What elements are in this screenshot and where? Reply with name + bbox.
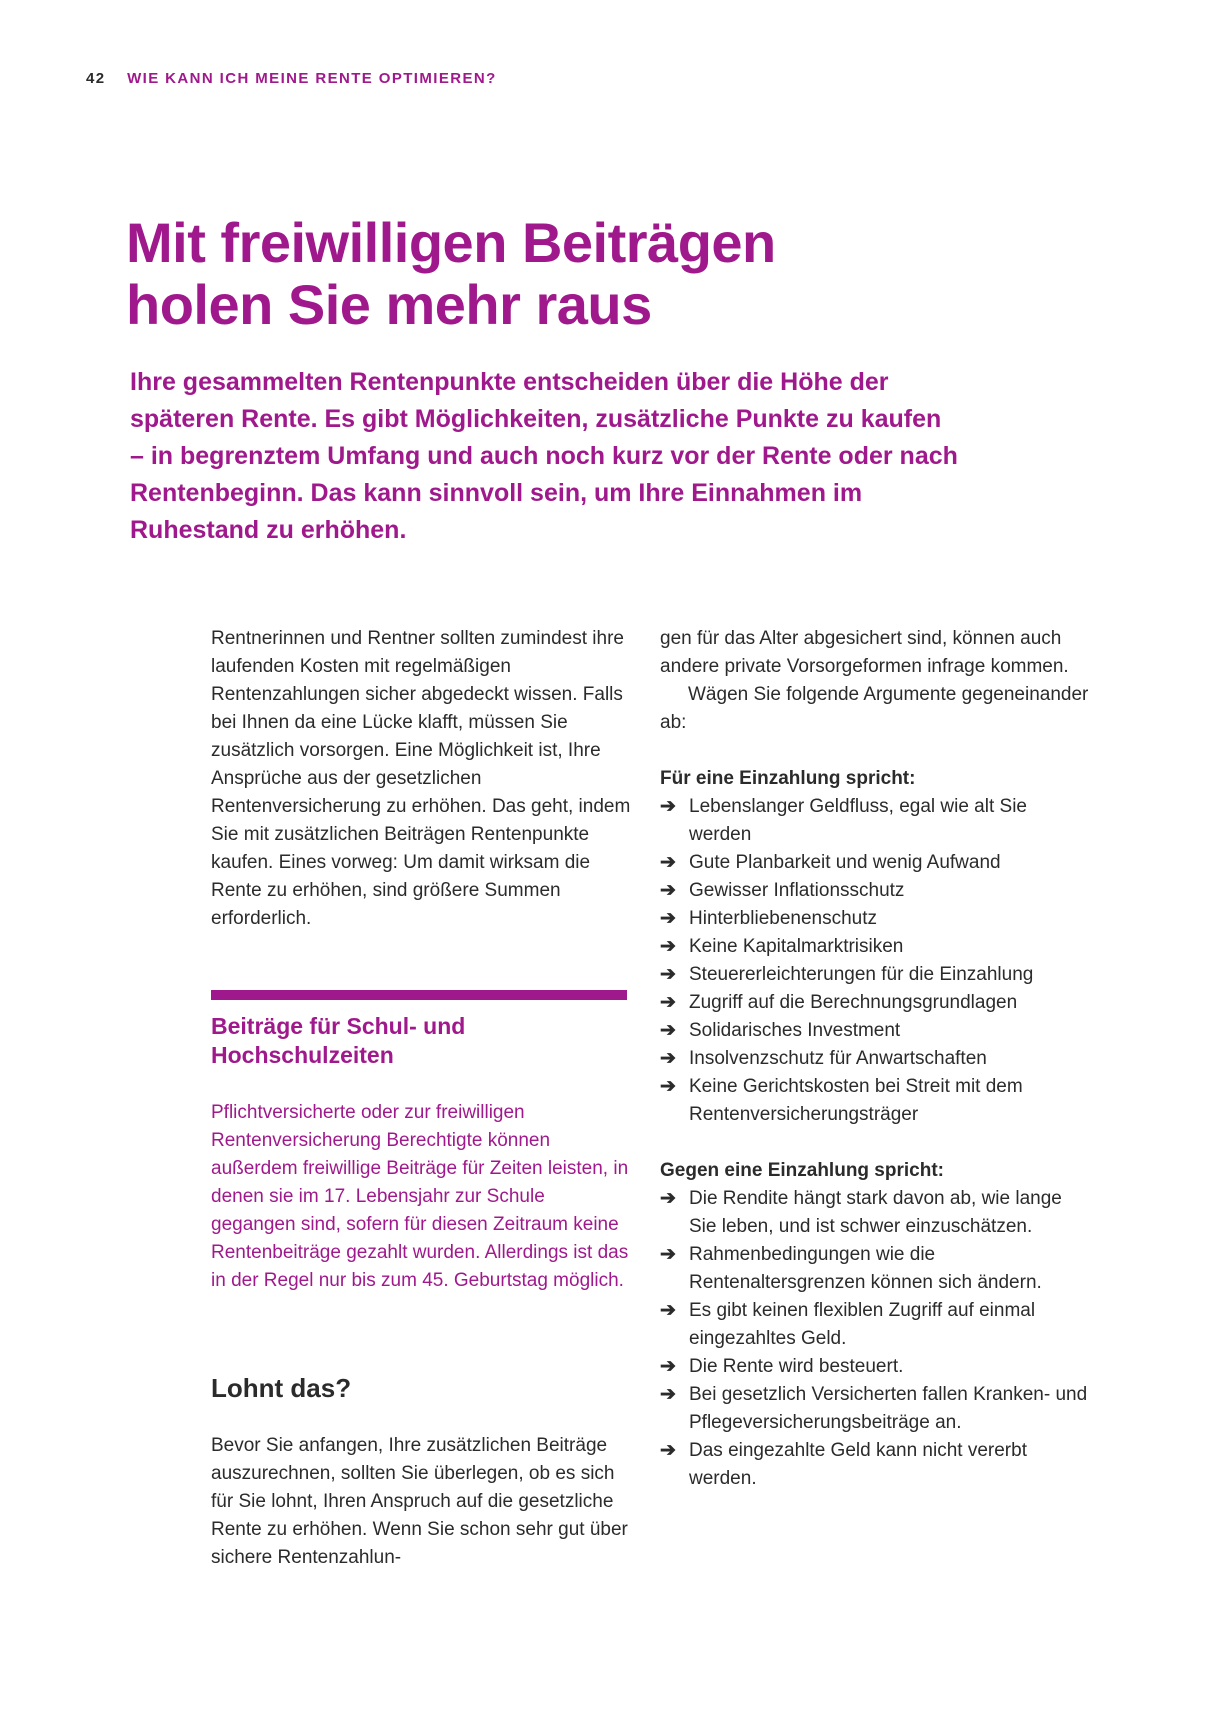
box-divider-rule [211, 990, 627, 1000]
arrow-right-icon: ➔ [660, 1384, 676, 1405]
arrow-right-icon: ➔ [660, 1440, 676, 1461]
list-item: ➔ Zugriff auf die Berechnungsgrundlagen [660, 989, 1090, 1017]
arrow-right-icon: ➔ [660, 1020, 676, 1041]
continued-paragraph: gen für das Alter abgesichert sind, können auch andere private Vorsorgeformen infrage kommen. [660, 628, 1069, 677]
list-item: ➔ Die Rendite hängt stark davon ab, wie lange Sie leben, und ist schwer einzuschätzen. [660, 1185, 1090, 1241]
list-item: ➔ Rahmenbedingungen wie die Rentenaltersgrenzen können sich ändern. [660, 1241, 1090, 1297]
section-paragraph: Bevor Sie anfangen, Ihre zusätzlichen Beiträge auszurechnen, sollten Sie überlegen, ob es sich für Sie lohnt, Ihren Anspruch auf die gesetzliche Rente zu erhöhen. Wenn Sie schon sehr gut über sichere Rentenzahlun- [211, 1435, 628, 1568]
page-title [126, 212, 1026, 336]
list-item: ➔ Hinterbliebenenschutz [660, 905, 1090, 933]
list-item: ➔ Bei gesetzlich Versicherten fallen Kranken- und Pflegeversicherungsbeiträge an. [660, 1381, 1090, 1437]
left-column [211, 625, 631, 933]
arrow-right-icon: ➔ [660, 964, 676, 985]
page-title-line-1: Mit freiwilligen Beiträgen [126, 211, 776, 274]
box-heading: Beiträge für Schul- und Hochschulzeiten [211, 1013, 466, 1068]
arrow-right-icon: ➔ [660, 1048, 676, 1069]
arrow-right-icon: ➔ [660, 852, 676, 873]
list-item: ➔ Es gibt keinen flexiblen Zugriff auf einmal eingezahltes Geld. [660, 1297, 1090, 1353]
list-item: ➔ Gewisser Inflationsschutz [660, 877, 1090, 905]
pro-list [660, 793, 1090, 1129]
arrow-right-icon: ➔ [660, 880, 676, 901]
lead-paragraph: Ihre gesammelten Rentenpunkte entscheiden über die Höhe der späteren Rente. Es gibt Möglichkeiten, zusätzliche Punkte zu kaufen – in begrenztem Umfang und auch noch kurz vor der Rente oder nach Rentenbeginn. Das kann sinnvoll sein, um Ihre Einnahmen im Ruhestand zu erhöhen. [130, 368, 958, 544]
section-heading-lohnt-das: Lohnt das? [211, 1373, 352, 1403]
arrow-right-icon: ➔ [660, 1244, 676, 1265]
page-number: 42 [86, 70, 106, 87]
page-title-line-2: holen Sie mehr raus [126, 273, 652, 336]
arrow-right-icon: ➔ [660, 908, 676, 929]
list-item: ➔ Lebenslanger Geldfluss, egal wie alt Sie werden [660, 793, 1090, 849]
list-item: ➔ Das eingezahlte Geld kann nicht vererbt werden. [660, 1437, 1090, 1493]
contra-list [660, 1185, 1090, 1493]
list-item: ➔ Keine Gerichtskosten bei Streit mit dem Rentenversicherungsträger [660, 1073, 1090, 1129]
running-head [86, 70, 497, 87]
contra-list-heading: Gegen eine Einzahlung spricht: [660, 1160, 944, 1181]
arrow-right-icon: ➔ [660, 1076, 676, 1097]
pro-list-heading: Für eine Einzahlung spricht: [660, 768, 916, 789]
intro-paragraph: Rentnerinnen und Rentner sollten zumindest ihre laufenden Kosten mit regelmäßigen Rentenzahlungen sicher abgedeckt wissen. Falls bei Ihnen da eine Lücke klafft, müssen Sie zusätzlich vorsorgen. Eine Möglichkeit ist, Ihre Ansprüche aus der gesetzlichen Rentenversicherung zu erhöhen. Das geht, indem Sie mit zusätzlichen Beiträgen Rentenpunkte kaufen. Eines vorweg: Um damit wirksam die Rente zu erhöhen, sind größere Summen erforderlich. [211, 628, 631, 929]
arrow-right-icon: ➔ [660, 796, 676, 817]
list-item: ➔ Insolvenzschutz für Anwartschaften [660, 1045, 1090, 1073]
arrow-right-icon: ➔ [660, 992, 676, 1013]
arrow-right-icon: ➔ [660, 1356, 676, 1377]
list-item: ➔ Gute Planbarkeit und wenig Aufwand [660, 849, 1090, 877]
list-item: ➔ Keine Kapitalmarktrisiken [660, 933, 1090, 961]
arrow-right-icon: ➔ [660, 1188, 676, 1209]
list-item: ➔ Solidarisches Investment [660, 1017, 1090, 1045]
list-item: ➔ Steuererleichterungen für die Einzahlung [660, 961, 1090, 989]
right-column [660, 625, 1090, 1493]
list-item: ➔ Die Rente wird besteuert. [660, 1353, 1090, 1381]
section-title: WIE KANN ICH MEINE RENTE OPTIMIEREN? [127, 70, 497, 87]
arrow-right-icon: ➔ [660, 1300, 676, 1321]
arrow-right-icon: ➔ [660, 936, 676, 957]
weigh-paragraph: Wägen Sie folgende Argumente gegeneinander ab: [660, 684, 1089, 733]
box-paragraph: Pflichtversicherte oder zur freiwilligen Rentenversicherung Berechtigte können außerdem freiwillige Beiträge für Zeiten leisten, in denen sie im 17. Lebensjahr zur Schule gegangen sind, sofern für diesen Zeitraum keine Rentenbeiträge gezahlt wurden. Allerdings ist das in der Regel nur bis zum 45. Geburtstag möglich. [211, 1102, 629, 1291]
